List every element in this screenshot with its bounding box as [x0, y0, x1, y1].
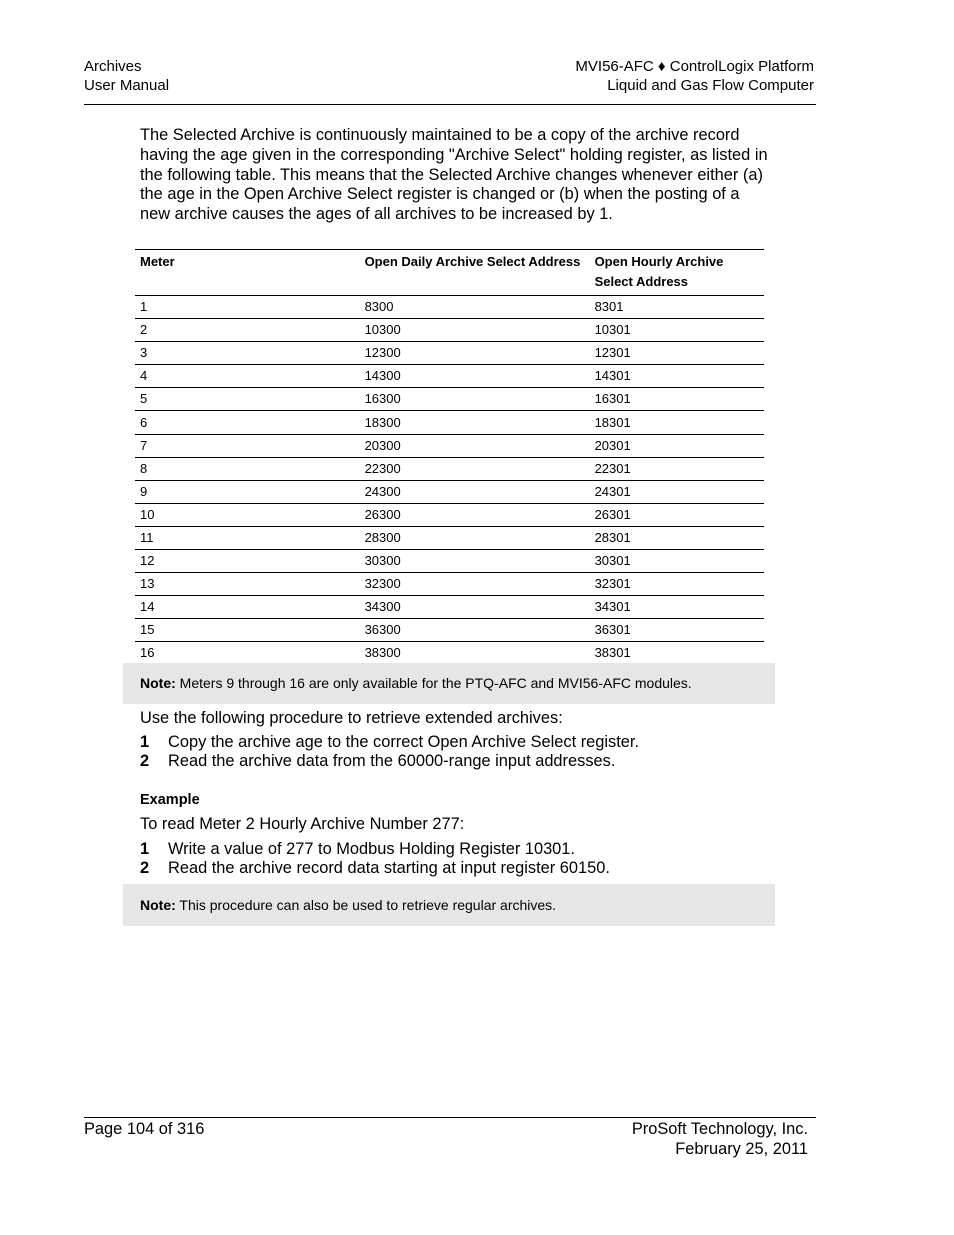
- hourly-address-cell: 28301: [590, 526, 764, 549]
- daily-address-cell: 10300: [360, 319, 590, 342]
- daily-address-cell: 24300: [360, 480, 590, 503]
- meter-cell: 16: [135, 642, 360, 665]
- step-text: Read the archive data from the 60000-range input addresses.: [168, 752, 616, 770]
- hourly-address-cell: 18301: [590, 411, 764, 434]
- table-row: [135, 365, 764, 388]
- meter-cell: 11: [135, 526, 360, 549]
- step-number: 2: [140, 859, 150, 877]
- hourly-address-cell: 36301: [590, 619, 764, 642]
- hourly-address-cell: 8301: [590, 296, 764, 319]
- header-doc-type: User Manual: [84, 77, 170, 94]
- col-header-hourly: Open Hourly Archive Select Address: [594, 254, 724, 289]
- daily-address-cell: 14300: [360, 365, 590, 388]
- procedure-step: [140, 752, 615, 772]
- footer-company: ProSoft Technology, Inc.: [631, 1120, 808, 1138]
- step-number: 1: [140, 733, 150, 751]
- col-header-daily: Open Daily Archive Select Address: [364, 254, 581, 269]
- table-row: [135, 319, 764, 342]
- table-body: [135, 296, 764, 666]
- daily-address-cell: 30300: [360, 550, 590, 573]
- meter-cell: 14: [135, 596, 360, 619]
- step-text: Copy the archive age to the correct Open Archive Select register.: [168, 733, 640, 751]
- example-heading: Example: [140, 792, 200, 808]
- table-row: [135, 296, 764, 319]
- meter-cell: 5: [135, 388, 360, 411]
- table-row: [135, 596, 764, 619]
- hourly-address-cell: 22301: [590, 457, 764, 480]
- meter-cell: 2: [135, 319, 360, 342]
- meter-cell: 4: [135, 365, 360, 388]
- daily-address-cell: 20300: [360, 434, 590, 457]
- note-text: This procedure can also be used to retrieve regular archives.: [175, 897, 557, 913]
- daily-address-cell: 26300: [360, 503, 590, 526]
- procedure-step: [140, 733, 639, 753]
- meter-cell: 9: [135, 480, 360, 503]
- daily-address-cell: 32300: [360, 573, 590, 596]
- header-right: [575, 57, 814, 95]
- hourly-address-cell: 16301: [590, 388, 764, 411]
- note-procedure: [123, 884, 775, 926]
- hourly-address-cell: 26301: [590, 503, 764, 526]
- header-section-title: Archives: [84, 58, 142, 75]
- header-left: [84, 57, 169, 95]
- table-row: [135, 573, 764, 596]
- table-row: [135, 457, 764, 480]
- table-row: [135, 388, 764, 411]
- meter-cell: 6: [135, 411, 360, 434]
- table-row: [135, 526, 764, 549]
- example-step: [140, 840, 575, 860]
- col-header-meter: Meter: [140, 254, 175, 269]
- hourly-address-cell: 24301: [590, 480, 764, 503]
- daily-address-cell: 12300: [360, 342, 590, 365]
- meter-cell: 7: [135, 434, 360, 457]
- step-number: 2: [140, 752, 150, 770]
- hourly-address-cell: 34301: [590, 596, 764, 619]
- daily-address-cell: 28300: [360, 526, 590, 549]
- hourly-address-cell: 12301: [590, 342, 764, 365]
- note-label: Note:: [140, 675, 176, 691]
- step-text: Read the archive record data starting at input register 60150.: [168, 859, 610, 877]
- procedure-intro: Use the following procedure to retrieve extended archives:: [140, 709, 563, 727]
- daily-address-cell: 8300: [360, 296, 590, 319]
- table-row: [135, 434, 764, 457]
- footer-divider: [84, 1117, 816, 1118]
- hourly-address-cell: 10301: [590, 319, 764, 342]
- hourly-address-cell: 30301: [590, 550, 764, 573]
- header-product-desc: Liquid and Gas Flow Computer: [607, 77, 814, 94]
- daily-address-cell: 18300: [360, 411, 590, 434]
- example-intro: To read Meter 2 Hourly Archive Number 277:: [140, 815, 465, 833]
- footer-page-number: Page 104 of 316: [84, 1120, 205, 1138]
- meter-cell: 13: [135, 573, 360, 596]
- daily-address-cell: 38300: [360, 642, 590, 665]
- note-meters: [123, 663, 775, 704]
- footer-right: [632, 1120, 808, 1159]
- hourly-address-cell: 38301: [590, 642, 764, 665]
- table-row: [135, 550, 764, 573]
- step-number: 1: [140, 840, 150, 858]
- step-text: Write a value of 277 to Modbus Holding Register 10301.: [168, 840, 575, 858]
- table-row: [135, 411, 764, 434]
- meter-cell: 12: [135, 550, 360, 573]
- hourly-address-cell: 14301: [590, 365, 764, 388]
- footer-date: February 25, 2011: [675, 1139, 808, 1158]
- daily-address-cell: 22300: [360, 457, 590, 480]
- daily-address-cell: 34300: [360, 596, 590, 619]
- header-divider: [84, 104, 816, 105]
- meter-cell: 10: [135, 503, 360, 526]
- meter-cell: 1: [135, 296, 360, 319]
- meter-cell: 15: [135, 619, 360, 642]
- table-header-row: [135, 250, 764, 296]
- table-row: [135, 342, 764, 365]
- meter-cell: 8: [135, 457, 360, 480]
- hourly-address-cell: 32301: [590, 573, 764, 596]
- hourly-address-cell: 20301: [590, 434, 764, 457]
- daily-address-cell: 16300: [360, 388, 590, 411]
- table-row: [135, 503, 764, 526]
- note-text: Meters 9 through 16 are only available for the PTQ-AFC and MVI56-AFC modules.: [175, 675, 692, 691]
- table-row: [135, 619, 764, 642]
- daily-address-cell: 36300: [360, 619, 590, 642]
- intro-paragraph: The Selected Archive is continuously maintained to be a copy of the archive record having the age given in the corresponding "Archive Select" holding register, as listed in the following table. This means that the Selected Archive changes whenever either (a) the age in the Open Archive Select register is changed or (b) when the posting of a new archive causes the ages of all archives to be increased by 1.: [140, 126, 768, 224]
- example-step: [140, 859, 610, 879]
- meter-cell: 3: [135, 342, 360, 365]
- archive-select-table: [135, 249, 764, 666]
- note-label: Note:: [140, 897, 176, 913]
- header-product: MVI56-AFC ♦ ControlLogix Platform: [575, 58, 814, 75]
- table-row: [135, 642, 764, 665]
- table-row: [135, 480, 764, 503]
